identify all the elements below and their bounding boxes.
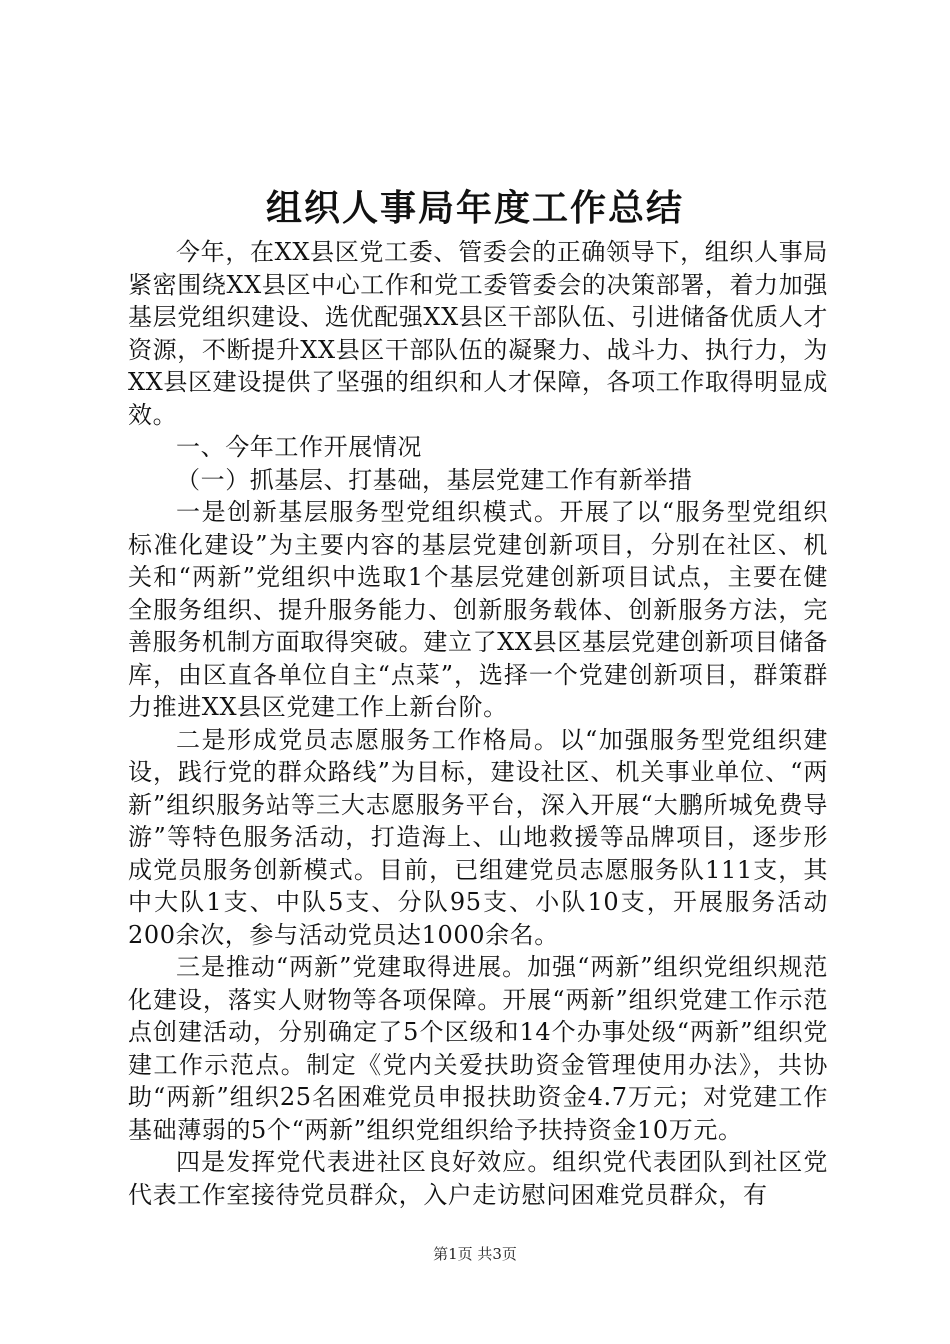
body-paragraph-3: 三是推动“两新”党建取得进展。加强“两新”组织党组织规范化建设，落实人财物等各项保障。开展“两新”组织党建工作示范点创建活动，分别确定了5个区级和14个办事处级“两新”组织党建工作示范点。制定《党内关爱扶助资金管理使用办法》，共协助“两新”组织25名困难党员申报扶助资金4.7万元；对党建工作基础薄弱的5个“两新”组织党组织给予扶持资金10万元。 xyxy=(128,953,828,1144)
body-paragraph-2: 二是形成党员志愿服务工作格局。以“加强服务型党组织建设，践行党的群众路线”为目标，建设社区、机关事业单位、“两新”组织服务站等三大志愿服务平台，深入开展“大鹏所城免费导游”等特色服务活动，打造海上、山地救援等品牌项目，逐步形成党员服务创新模式。目前，已组建党员志愿服务队111支，其中大队1支、中队5支、分队95支、小队10支，开展服务活动200余次，参与活动党员达1000余名。 xyxy=(128,725,828,949)
page-footer: 第1页 共3页 xyxy=(433,1245,517,1263)
intro-paragraph: 今年，在XX县区党工委、管委会的正确领导下，组织人事局紧密围绕XX县区中心工作和党工委管委会的决策部署，着力加强基层党组织建设、选优配强XX县区干部队伍、引进储备优质人才资源，不断提升XX县区干部队伍的凝聚力、战斗力、执行力，为XX县区建设提供了坚强的组织和人才保障，各项工作取得明显成效。 xyxy=(128,238,828,429)
body-paragraph-4: 四是发挥党代表进社区良好效应。组织党代表团队到社区党代表工作室接待党员群众，入户走访慰问困难党员群众，有 xyxy=(128,1148,828,1209)
subsection-heading: （一）抓基层、打基础，基层党建工作有新举措 xyxy=(176,465,693,494)
section-heading: 一、今年工作开展情况 xyxy=(176,433,422,461)
document-title: 组织人事局年度工作总结 xyxy=(265,188,684,229)
body-paragraph-1: 一是创新基层服务型党组织模式。开展了以“服务型党组织标准化建设”为主要内容的基层党建创新项目，分别在社区、机关和“两新”党组织中选取1个基层党建创新项目试点，主要在健全服务组织、提升服务能力、创新服务载体、创新服务方法，完善服务机制方面取得突破。建立了XX县区基层党建创新项目储备库，由区直各单位自主“点菜”，选择一个党建创新项目，群策群力推进XX县区党建工作上新台阶。 xyxy=(128,498,828,721)
document-body xyxy=(128,236,828,1211)
